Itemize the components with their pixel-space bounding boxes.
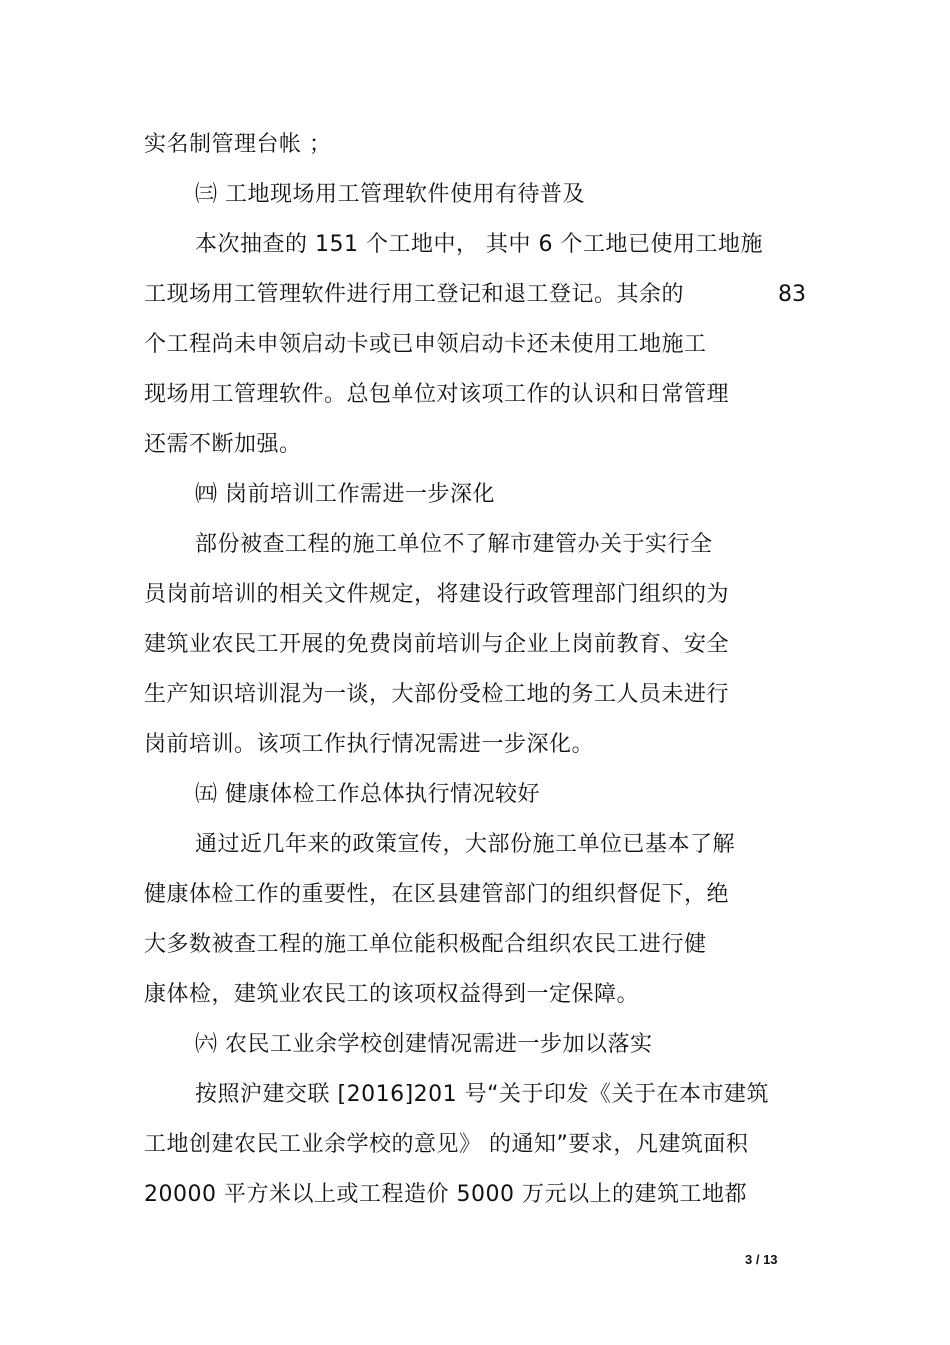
text-line: 实名制管理台帐 ； <box>144 132 332 157</box>
section-heading: ㈢ 工地现场用工管理软件使用有待普及 <box>195 182 585 207</box>
text-line: 员岗前培训的相关文件规定，将建设行政管理部门组织的为 <box>144 582 730 607</box>
text-line: 工现场用工管理软件进行用工登记和退工登记。其余的 <box>144 282 685 307</box>
section-heading: ㈤ 健康体检工作总体执行情况较好 <box>195 782 540 807</box>
text-line: 健康体检工作的重要性，在区县建管部门的组织督促下，绝 <box>144 882 730 907</box>
text-line: 康体检，建筑业农民工的该项权益得到一定保障。 <box>144 982 640 1007</box>
text-line: 部份被查工程的施工单位不了解市建管办关于实行全 <box>195 532 713 557</box>
page-number: 3 / 13 <box>745 1252 778 1267</box>
text-line: 大多数被查工程的施工单位能积极配合组织农民工进行健 <box>144 932 707 957</box>
text-line: 生产知识培训混为一谈，大部份受检工地的务工人员未进行 <box>144 682 730 707</box>
section-heading: ㈣ 岗前培训工作需进一步深化 <box>195 482 495 507</box>
text-line: 个工程尚未申领启动卡或已申领启动卡还未使用工地施工 <box>144 332 707 357</box>
text-line: 20000 平方米以上或工程造价 5000 万元以上的建筑工地都 <box>144 1182 747 1207</box>
text-line: 工地创建农民工业余学校的意见》 的通知”要求，凡建筑面积 <box>144 1132 749 1157</box>
text-line: 岗前培训。该项工作执行情况需进一步深化。 <box>144 732 595 757</box>
text-line: 还需不断加强。 <box>144 432 302 457</box>
text-line: 现场用工管理软件。总包单位对该项工作的认识和日常管理 <box>144 382 730 407</box>
text-line: 本次抽查的 151 个工地中， 其中 6 个工地已使用工地施 <box>195 232 763 257</box>
section-heading: ㈥ 农民工业余学校创建情况需进一步加以落实 <box>195 1032 653 1057</box>
text-line: 按照沪建交联 [2016]201 号“关于印发《关于在本市建筑 <box>195 1082 770 1107</box>
text-line: 通过近几年来的政策宣传，大部份施工单位已基本了解 <box>195 832 736 857</box>
text-line: 建筑业农民工开展的免费岗前培训与企业上岗前教育、安全 <box>144 632 730 657</box>
text-line-fragment: 83 <box>778 282 806 307</box>
